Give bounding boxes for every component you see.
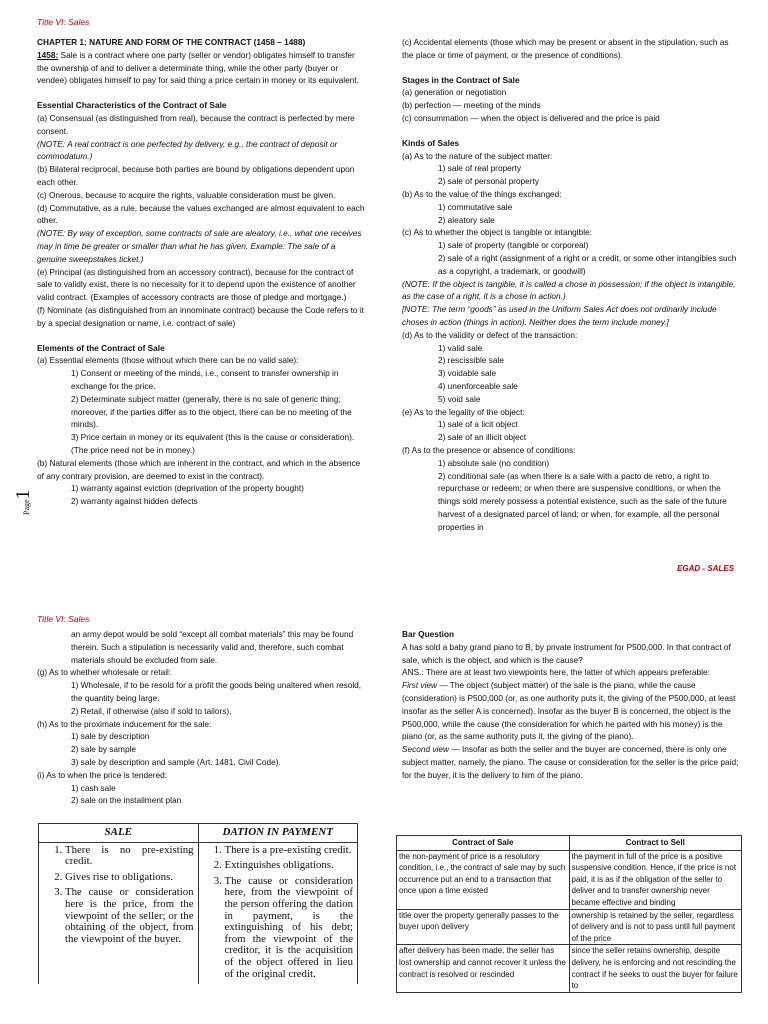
right-column <box>402 36 740 533</box>
paragraph: (b) Natural elements (those which are inherent in the contract, and which in the absence of any contrary provision, are deemed to exist in the contract). <box>37 457 361 481</box>
paragraph: 1) cash sale <box>71 782 116 793</box>
table-row <box>397 945 742 992</box>
paragraph: 4) unenforceable sale <box>438 380 518 391</box>
paragraph: 1458: Sale is a contract where one party (seller or vendor) obligates himself to transfer the ownership of and to deliver a determinate thing, while the other party (buyer or vendee) obligates himself to pay for said thing a price certain in money or its equivalent. <box>37 49 359 86</box>
section-heading: CHAPTER 1: NATURE AND FORM OF THE CONTRACT (1458 – 1488) <box>37 37 306 47</box>
paragraph: 2) sale on the installment plan <box>71 795 182 806</box>
section-heading: Bar Question <box>402 629 455 639</box>
table-header: Contract to Sell <box>569 836 742 851</box>
paragraph: 1) Wholesale, if to be resold for a profit the goods being unaltered when resold, the quantity being large. <box>71 680 362 703</box>
paragraph: 2) Determinate subject matter (generally, there is no sale of generic thing; moreover, if the parties differ as to the object, there can be no meeting of the minds). <box>71 393 352 430</box>
page-number: 1 <box>12 489 34 500</box>
paragraph: Second view — Insofar as both the seller and the buyer are concerned, there is only one subject matter, namely, the piano. The cause or consideration for the seller is the price paid; for the buyer, it is the delivery to him of the piano. <box>402 744 739 780</box>
paragraph: 2) conditional sale (as when there is a sale with a pacto de retro, a right to repurchase or redeem; or when there are suspensive conditions, or when the things sold merely possess a potential existence, such as the sale of the future harvest of a designated parcel of land; or when, for example, all the personal properties in <box>438 470 727 532</box>
paragraph: 1) Consent or meeting of the minds, i.e., consent to transfer ownership in exchange for the price. <box>71 368 339 391</box>
paragraph: 3) sale by description and sample (Art. 1481, Civil Code). <box>71 756 281 767</box>
paragraph: (i) As to when the price is tendered: <box>37 769 168 780</box>
table-cell: ownership is retained by the seller, regardless of delivery and is not to pass until full payment of the price <box>569 909 742 945</box>
paragraph: 2) sale by sample <box>71 744 137 755</box>
page-header: Title VI: Sales <box>37 614 90 624</box>
list-item: 2. Gives rise to obligations. <box>65 872 194 884</box>
section-heading: Essential Characteristics of the Contract of Sale <box>37 100 227 111</box>
left-column <box>37 36 367 508</box>
paragraph: 2) sale of personal property <box>438 176 540 187</box>
paragraph: (c) consummation — when the object is delivered and the price is paid <box>402 112 660 123</box>
paragraph: 2) rescissible sale <box>438 355 504 366</box>
paragraph: 3) voidable sale <box>438 368 497 379</box>
paragraph: (c) Onerous, because to acquire the rights, valuable consideration must be given. <box>37 189 336 200</box>
sale-vs-dation-table <box>38 823 358 984</box>
paragraph: (f) As to the presence or absence of conditions: <box>402 444 576 455</box>
paragraph: (e) Principal (as distinguished from an accessory contract), because for the contract of sale to validly exist, there is no necessity for it to depend upon the existence of another valid contract. (Examples of accessory contracts are those of pledge and mortgage.) <box>37 266 356 303</box>
paragraph: (d) Commutative, as a rule, because the values exchanged are almost equivalent to each other. <box>37 202 365 226</box>
paragraph: (b) As to the value of the things exchanged: <box>402 188 562 199</box>
paragraph: (a) generation or negotiation <box>402 87 507 98</box>
paragraph: 1) commutative sale <box>438 201 513 212</box>
paragraph: 1) sale of a licit object <box>438 419 518 430</box>
table-cell: title over the property generally passes to the buyer upon delivery <box>397 909 570 945</box>
paragraph: ANS.: There are at least two viewpoints here, the latter of which appears preferable: <box>402 667 710 678</box>
section-heading: Elements of the Contract of Sale <box>37 342 165 353</box>
paragraph: 1) sale by description <box>71 731 150 742</box>
paragraph: (NOTE: By way of exception, some contracts of sale are aleatory, i.e., what one receives may in time be greater or smaller than what he has given. Example: The sale of a genuine sweepstakes ticket.) <box>37 228 362 264</box>
paragraph: (e) As to the legality of the object: <box>402 406 525 417</box>
list-item: 1. There is a pre-existing credit. <box>225 845 354 857</box>
sale-list <box>43 845 194 946</box>
paragraph: (a) As to the nature of the subject matter: <box>402 150 553 161</box>
table-cell: after delivery has been made, the seller has lost ownership and cannot recover it unless the contract is resolved or rescinded <box>397 945 570 992</box>
paragraph: A has sold a baby grand piano to B, by private instrument for P500,000. In that contract of sale, which is the object, and which is the cause? <box>402 641 731 665</box>
table-header: DATION IN PAYMENT <box>198 824 358 843</box>
paragraph: an army depot would be sold “except all combat materials” this may be found therein. Such a stipulation is necessarily valid and, therefore, such combat materials should be excluded from sale. <box>71 629 354 665</box>
table-row <box>397 850 742 909</box>
table-cell: the payment in full of the price is a positive suspensive condition. Hence, if the price is not paid, it is as if the obligation of the seller to deliver and to transfer ownership never became effective and binding <box>569 850 742 909</box>
page-label: Page <box>22 499 31 515</box>
paragraph: 5) void sale <box>438 393 481 404</box>
paragraph: 2) Retail, if otherwise (also if sold to tailors). <box>71 705 232 716</box>
left-column <box>37 628 367 807</box>
paragraph: (c) As to whether the object is tangible or intangible: <box>402 227 593 238</box>
paragraph: (b) perfection — meeting of the minds <box>402 100 541 111</box>
paragraph: (h) As to the proximate inducement for the sale: <box>37 718 212 729</box>
paragraph: (d) As to the validity or defect of the transaction: <box>402 329 578 340</box>
table-cell: since the seller retains ownership, despite delivery, he is enforcing and not rescinding the contract if he seeks to oust the buyer for failure to <box>569 945 742 992</box>
list-item: 2. Extinguishes obligations. <box>225 860 354 872</box>
table-row <box>397 909 742 945</box>
table-cell: the non-payment of price is a resolutory condition, i.e., the contract of sale may by such occurrence put an end to a transaction that once upon a time existed <box>397 850 570 909</box>
paragraph: 1) warranty against eviction (deprivation of the property bought) <box>71 483 304 494</box>
paragraph: (NOTE: A real contract is one perfected by delivery, e.g., the contract of deposit or commodatum.) <box>37 138 338 162</box>
paragraph: 1) valid sale <box>438 342 483 353</box>
section-heading: Kinds of Sales <box>402 137 460 148</box>
page-two <box>0 512 768 1024</box>
list-item: 1. There is no pre-existing credit. <box>65 845 194 868</box>
right-column <box>402 628 740 782</box>
paragraph: 2) warranty against hidden defects <box>71 496 198 507</box>
paragraph: (f) Nominate (as distinguished from an innominate contract) because the Code refers to it by a special designation or name, i.e. contract of sale) <box>37 304 364 328</box>
paragraph: (a) Consensual (as distinguished from real), because the contract is perfected by mere consent. <box>37 112 355 136</box>
paragraph: 2) sale of an illicit object <box>438 432 527 443</box>
paragraph: [NOTE: The term “goods” as used in the Uniform Sales Act does not ordinarily include choses in action (things in action). Neither does the term include money.] <box>402 304 717 327</box>
list-item: 3. The cause or consideration here is the price, from the viewpoint of the seller; or the obtaining of the object, from the viewpoint of the buyer. <box>65 887 194 945</box>
paragraph: 1) sale of real property <box>438 163 522 174</box>
article-number: 1458: <box>37 49 59 60</box>
page-header: Title VI: Sales <box>37 17 90 27</box>
paragraph: (g) As to whether wholesale or retail: <box>37 667 172 678</box>
paragraph: (b) Bilateral reciprocal, because both parties are bound by obligations dependent upon each other. <box>37 164 355 187</box>
section-heading: Stages in the Contract of Sale <box>402 74 520 85</box>
view-label: Second view <box>402 744 450 755</box>
table-header: Contract of Sale <box>397 836 570 851</box>
paragraph: (a) Essential elements (those without which there can be no valid sale): <box>37 355 299 366</box>
table-header: SALE <box>39 824 199 843</box>
paragraph: (NOTE: If the object is tangible, it is called a chose in possession; if the object is intangible, as the case of a right, it is a chose in action.) <box>402 278 736 302</box>
paragraph: 3) Price certain in money or its equivalent (this is the cause or consideration). (The price need not be in money.) <box>71 432 355 455</box>
sale-vs-sell-table <box>396 835 742 993</box>
paragraph: (c) Accidental elements (those which may be present or absent in the stipulation, such as the place or time of payment, or the presence of conditions). <box>402 37 729 60</box>
view-label: First view <box>402 680 438 691</box>
paragraph: 2) sale of a right (assignment of a right or a credit, or some other intangibles such as a copyright, a trademark, or goodwill) <box>438 252 737 276</box>
list-item: 3. The cause or consideration here, from the viewpoint of the person offering the dation in payment, is the extinguishing of his debt; from the viewpoint of the creditor, it is the acquisition of the object offered in lieu of the original credit. <box>225 876 354 980</box>
paragraph: 1) absolute sale (no condition) <box>438 457 550 468</box>
page-footer: EGAD - SALES <box>677 564 734 573</box>
dation-list <box>203 845 354 981</box>
paragraph: 1) sale of property (tangible or corporeal) <box>438 240 589 251</box>
paragraph: First view — The object (subject matter) of the sale is the piano, while the cause (consideration) is P500,000 (or, as one authority puts it, the giving of the P500,000, at least insofar as the seller A is concerned). Insofar as the buyer B is concerned, the object is the P500,000, while the cause (the consideration for which he parted with his money) is the piano (or, as the same authority puts it, the giving of the piano). <box>402 680 736 742</box>
paragraph: 2) aleatory sale <box>438 214 495 225</box>
